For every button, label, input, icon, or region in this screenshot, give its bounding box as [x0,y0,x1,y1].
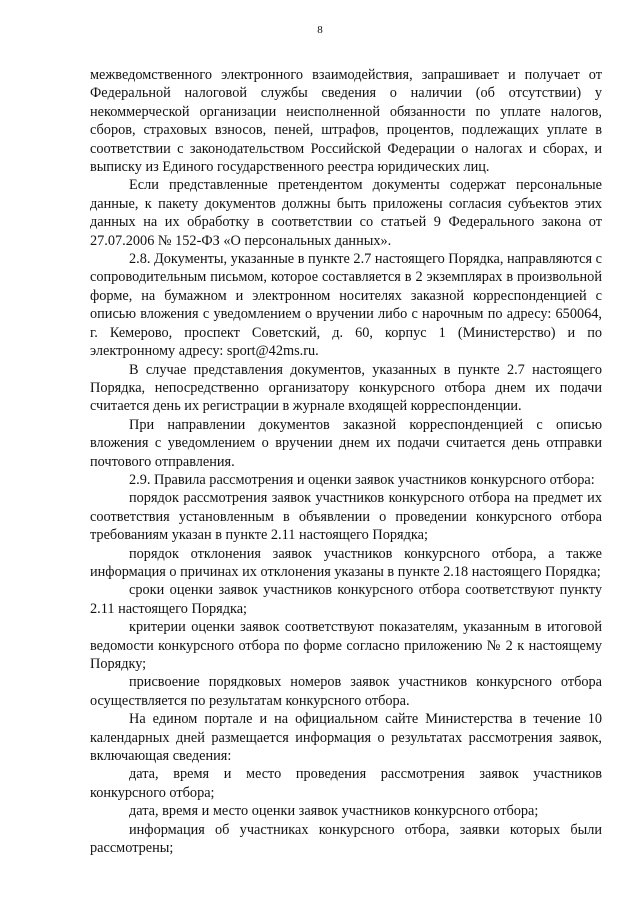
list-item-evaluation-criteria: критерии оценки заявок соответствуют показателям, указанным в итоговой ведомости конкурсного отбора по форме согласно приложению № 2 к настоящему Порядку; [90,619,602,672]
paragraph-section-2-9: 2.9. Правила рассмотрения и оценки заявок участников конкурсного отбора: [129,471,595,488]
paragraph-interagency-request: межведомственного электронного взаимодействия, запрашивает и получает от Федеральной налоговой службы сведения о наличии (об отсутствии) у некоммерческой организации неисполненной обязанности по уплате налогов, сборов, страховых взносов, пеней, штрафов, процентов, подлежащих уплате в соответствии с законодательством Российской Федерации о налогах и сборах, и выписку из Единого государственного реестра юридических лиц. [90,67,602,176]
paragraph-direct-submission: В случае представления документов, указанных в пункте 2.7 настоящего Порядка, непосредственно организатору конкурсного отбора днем их подачи считается день их регистрации в журнале входящей корреспонденции. [90,361,602,415]
list-item-reviewed-participants: информация об участниках конкурсного отбора, заявки которых были рассмотрены; [90,821,602,857]
page-number: 8 [317,24,323,36]
document-body [90,66,602,857]
paragraph-personal-data: Если представленные претендентом документы содержат персональные данные, к пакету документов должны быть приложены согласия субъектов этих данных на их обработку в соответствии со статьей 9 Федерального закона от 27.07.2006 № 152-ФЗ «О персональных данных». [90,177,602,249]
list-item-evaluation-timing: сроки оценки заявок участников конкурсного отбора соответствуют пункту 2.11 настоящего Порядка; [90,582,602,617]
list-item-evaluation-date: дата, время и место оценки заявок участников конкурсного отбора; [129,803,539,820]
list-item-review-date: дата, время и место проведения рассмотрения заявок участников конкурсного отбора; [90,766,602,801]
list-item-review-procedure: порядок рассмотрения заявок участников конкурсного отбора на предмет их соответствия установленным в объявлении о проведении конкурсного отбора требованиям указан в пункте 2.11 настоящего Порядка; [90,490,602,544]
list-item-rejection-procedure: порядок отклонения заявок участников конкурсного отбора, а также информация о причинах их отклонения указаны в пункте 2.18 настоящего Порядка; [90,545,602,580]
paragraph-mail-submission: При направлении документов заказной корреспонденцией с описью вложения с уведомлением о вручении днем их подачи считается день отправки почтового отправления. [90,416,602,470]
paragraph-section-2-8: 2.8. Документы, указанные в пункте 2.7 настоящего Порядка, направляются с сопроводительным письмом, которое составляется в 2 экземплярах в произвольной форме, на бумажном и электронном носителях заказной корреспонденцией с описью вложения с уведомлением о вручении либо с нарочным по адресу: 650064, г. Кемерово, проспект Советский, д. 60, корпус 1 (Министерство) и по электронному адресу: sport@42ms.ru. [90,251,602,360]
paragraph-results-publication: На едином портале и на официальном сайте Министерства в течение 10 календарных дней размещается информация о результатах рассмотрения заявок, включающая сведения: [90,711,602,765]
list-item-numbering: присвоение порядковых номеров заявок участников конкурсного отбора осуществляется по результатам конкурсного отбора. [90,674,602,709]
